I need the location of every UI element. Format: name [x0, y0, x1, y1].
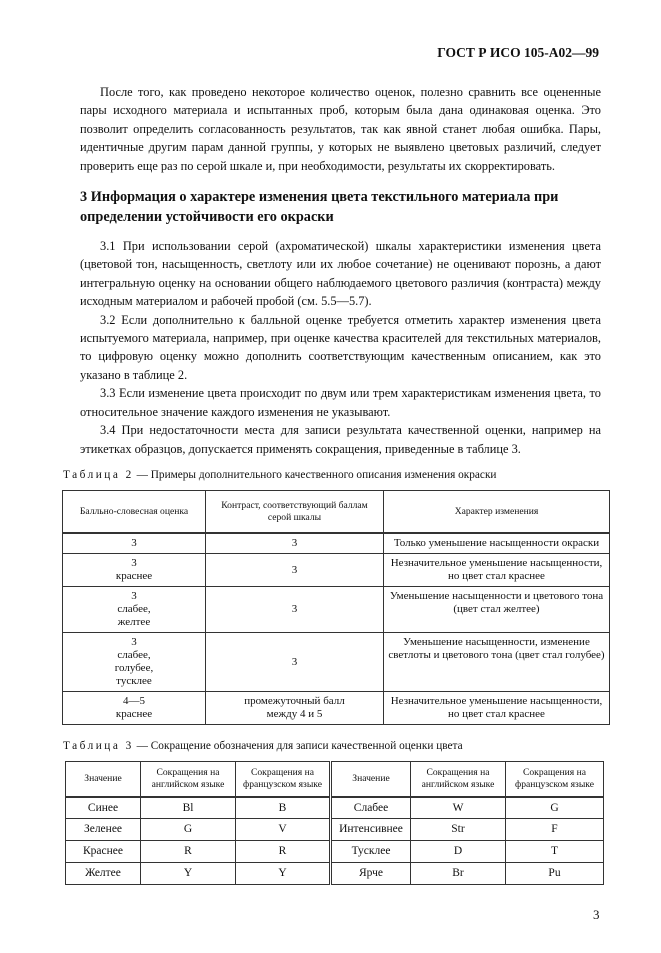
table2-cell: 3 — [206, 554, 384, 587]
table-row — [63, 533, 610, 554]
table-row — [63, 587, 610, 633]
table2-cell: 3 краснее — [63, 554, 206, 587]
table3-cell: Y — [141, 863, 236, 885]
table2-cell: 3 — [206, 533, 384, 554]
table2-cell: 3 слабее, желтее — [63, 587, 206, 633]
intro-paragraph — [80, 83, 601, 175]
table3-caption — [63, 739, 623, 753]
table2-cell: Только уменьшение насыщенности окраски — [384, 533, 610, 554]
table2-header: Характер изменения — [384, 490, 610, 533]
table2-cell: 4—5 краснее — [63, 692, 206, 725]
table2-cell: 3 — [206, 587, 384, 633]
table3-cell: V — [236, 819, 331, 841]
table3-cell: G — [141, 819, 236, 841]
table3-header: Сокращения на английском языке — [141, 762, 236, 797]
table3-cell: Тусклее — [331, 841, 411, 863]
table3-cell: G — [506, 797, 604, 819]
table2-cell: Уменьшение насыщенности и цветового тона (цвет стал желтее) — [384, 587, 610, 633]
page-number: 3 — [593, 907, 600, 923]
section-heading: 3 Информация о характере изменения цвета текстильного материала при определении устойчивости его окраски — [80, 189, 559, 226]
paragraph-3-1: 3.1 При использовании серой (ахроматической) шкалы характеристики изменения цвета (цветовой тон, насыщенность, светлоту или их любое сочетание) не оценивают порознь, а дают интегральную оценку на основании общего наблюдаемого цветового различия (контраста) между исходным материалом и рабочей пробой (см. 5.5—5.7). — [80, 239, 601, 309]
table3-cell: Str — [411, 819, 506, 841]
table3-cell: Желтее — [66, 863, 141, 885]
table2-caption-label: Таблица 2 — [63, 468, 134, 481]
section-body — [80, 237, 601, 458]
table3-header: Значение — [331, 762, 411, 797]
table-2 — [62, 490, 610, 726]
table2-cell: 3 — [206, 633, 384, 692]
table3-cell: Br — [411, 863, 506, 885]
table2-cell: промежуточный балл между 4 и 5 — [206, 692, 384, 725]
table3-cell: R — [141, 841, 236, 863]
table3-cell: Слабее — [331, 797, 411, 819]
table3-cell: D — [411, 841, 506, 863]
intro-text: После того, как проведено некоторое количество оценок, полезно сравнить все оцененные пары исходного материала и испытанных проб, которым была дана одинаковая оценка. Это позволит определить согласованность результатов, так как явной станет любая ошибка. Пары, идентичные другим парам данной группы, у которых не выявлено цветовых различий, следует проверить еще раз по серой шкале и, при необходимости, результаты их скорректировать. — [80, 85, 601, 173]
paragraph-3-4: 3.4 При недостаточности места для записи результата качественной оценки, например на этикетках образцов, допускается применять сокращения, приведенные в таблице 3. — [80, 423, 601, 456]
table-row — [66, 797, 604, 819]
table3-cell: Синее — [66, 797, 141, 819]
table2-cell: 3 слабее, голубее, тусклее — [63, 633, 206, 692]
table3-header: Сокращения на английском языке — [411, 762, 506, 797]
table3-cell: Интенсивнее — [331, 819, 411, 841]
table3-cell: Bl — [141, 797, 236, 819]
table3-cell: B — [236, 797, 331, 819]
table2-cell: Незначительное уменьшение насыщенности, но цвет стал краснее — [384, 692, 610, 725]
table2-caption-text: — Примеры дополнительного качественного описания изменения окраски — [133, 468, 497, 481]
table2-cell: 3 — [63, 533, 206, 554]
table3-cell: F — [506, 819, 604, 841]
table3-cell: T — [506, 841, 604, 863]
table2-header: Контраст, соответствующий баллам серой шкалы — [206, 490, 384, 533]
table3-caption-label: Таблица 3 — [63, 740, 134, 753]
table3-header: Сокращения на французском языке — [236, 762, 331, 797]
table3-caption-text: — Сокращение обозначения для записи качественной оценки цвета — [133, 740, 463, 753]
table3-header: Значение — [66, 762, 141, 797]
paragraph-3-3: 3.3 Если изменение цвета происходит по двум или трем характеристикам изменения цвета, то относительное значение каждого изменения не указывают. — [80, 386, 601, 419]
table-row — [63, 692, 610, 725]
table-row — [66, 819, 604, 841]
table3-header: Сокращения на французском языке — [506, 762, 604, 797]
table3-cell: Ярче — [331, 863, 411, 885]
table3-cell: Pu — [506, 863, 604, 885]
table3-cell: Зеленее — [66, 819, 141, 841]
table-row — [66, 841, 604, 863]
table-row — [63, 633, 610, 692]
document-header: ГОСТ Р ИСО 105-А02—99 — [437, 45, 599, 60]
table2-cell: Незначительное уменьшение насыщенности, но цвет стал краснее — [384, 554, 610, 587]
table2-cell: Уменьшение насыщенности, изменение светлоты и цветового тона (цвет стал голубее) — [384, 633, 610, 692]
table-row — [63, 554, 610, 587]
table2-caption — [63, 468, 623, 482]
table3-cell: W — [411, 797, 506, 819]
table2-header: Балльно-словесная оценка — [63, 490, 206, 533]
table-row — [66, 863, 604, 885]
paragraph-3-2: 3.2 Если дополнительно к балльной оценке требуется отметить характер изменения цвета испытуемого материала, например, при оценке качества красителей для текстильных материалов, то цифровую оценку можно дополнить соответствующим качественным описанием, как это указано в таблице 2. — [80, 312, 601, 382]
table3-cell: Краснее — [66, 841, 141, 863]
table3-cell: Y — [236, 863, 331, 885]
table-3 — [65, 761, 604, 885]
table3-cell: R — [236, 841, 331, 863]
